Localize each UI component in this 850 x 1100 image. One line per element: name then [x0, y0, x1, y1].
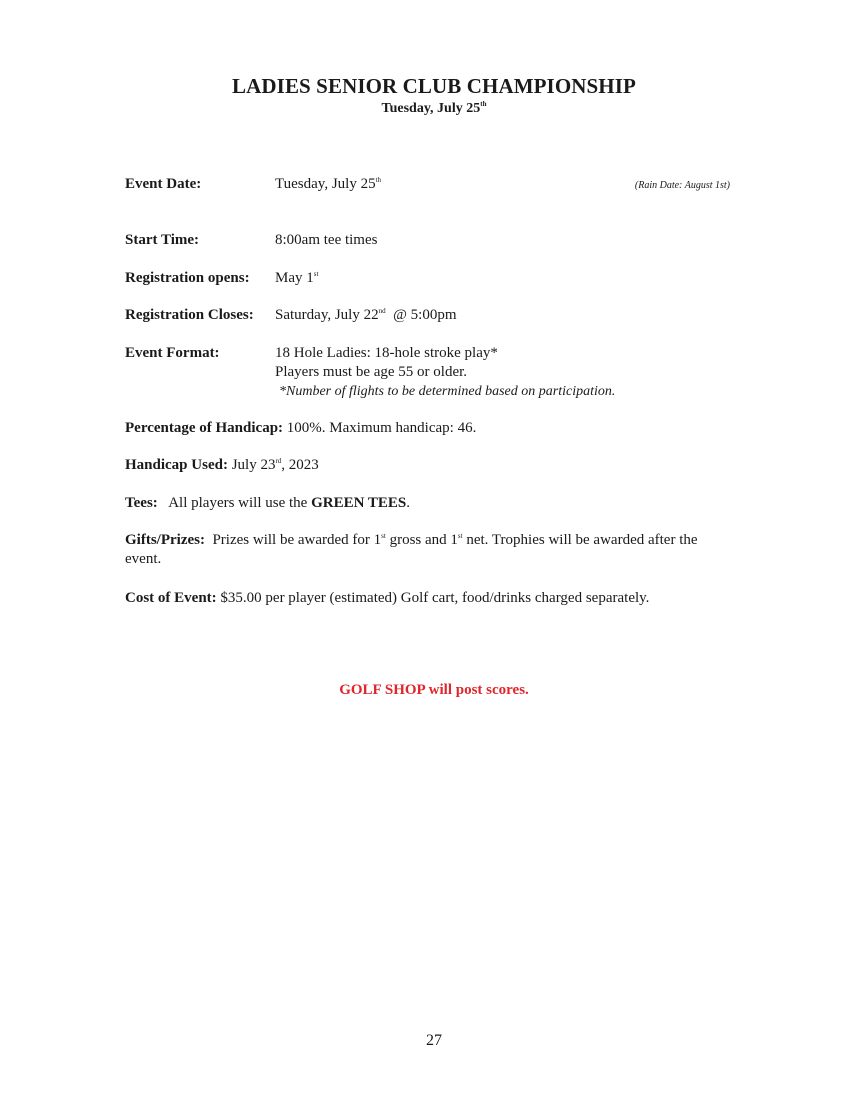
- start-time-value: 8:00am tee times: [275, 232, 378, 248]
- event-date-label: Event Date:: [125, 176, 202, 192]
- tees: Tees: All players will use the GREEN TEES.: [125, 495, 411, 511]
- handicap-percentage: Percentage of Handicap: 100%. Maximum handicap: 46.: [125, 420, 477, 436]
- start-time-label: Start Time:: [125, 232, 200, 248]
- event-format-note: *Number of flights to be determined based on participation.: [279, 384, 616, 399]
- gifts-prizes: Gifts/Prizes: Prizes will be awarded for 1st gross and 1st net. Trophies will be awarded after the event.: [125, 532, 698, 567]
- golf-shop-notice: GOLF SHOP will post scores.: [339, 682, 529, 698]
- handicap-used: Handicap Used: July 23rd, 2023: [125, 457, 319, 473]
- subtitle-suffix: th: [480, 100, 487, 108]
- registration-closes-value: Saturday, July 22nd @ 5:00pm: [275, 307, 457, 323]
- subtitle-text: Tuesday, July 25: [381, 101, 481, 116]
- page-number: 27: [426, 1032, 442, 1049]
- registration-opens-label: Registration opens:: [125, 270, 250, 286]
- event-format-label: Event Format:: [125, 345, 220, 361]
- event-format-line2: Players must be age 55 or older.: [275, 364, 468, 380]
- rain-date: (Rain Date: August 1st): [634, 180, 730, 191]
- event-format-line1: 18 Hole Ladies: 18-hole stroke play*: [275, 345, 498, 361]
- event-date-value: Tuesday, July 25th: [275, 176, 382, 192]
- registration-closes-label: Registration Closes:: [125, 307, 254, 323]
- cost-of-event: Cost of Event: $35.00 per player (estimated) Golf cart, food/drinks charged separately.: [125, 590, 650, 606]
- registration-opens-value: May 1st: [275, 270, 319, 286]
- page-subtitle: [0, 101, 850, 117]
- page-title: LADIES SENIOR CLUB CHAMPIONSHIP: [232, 74, 636, 98]
